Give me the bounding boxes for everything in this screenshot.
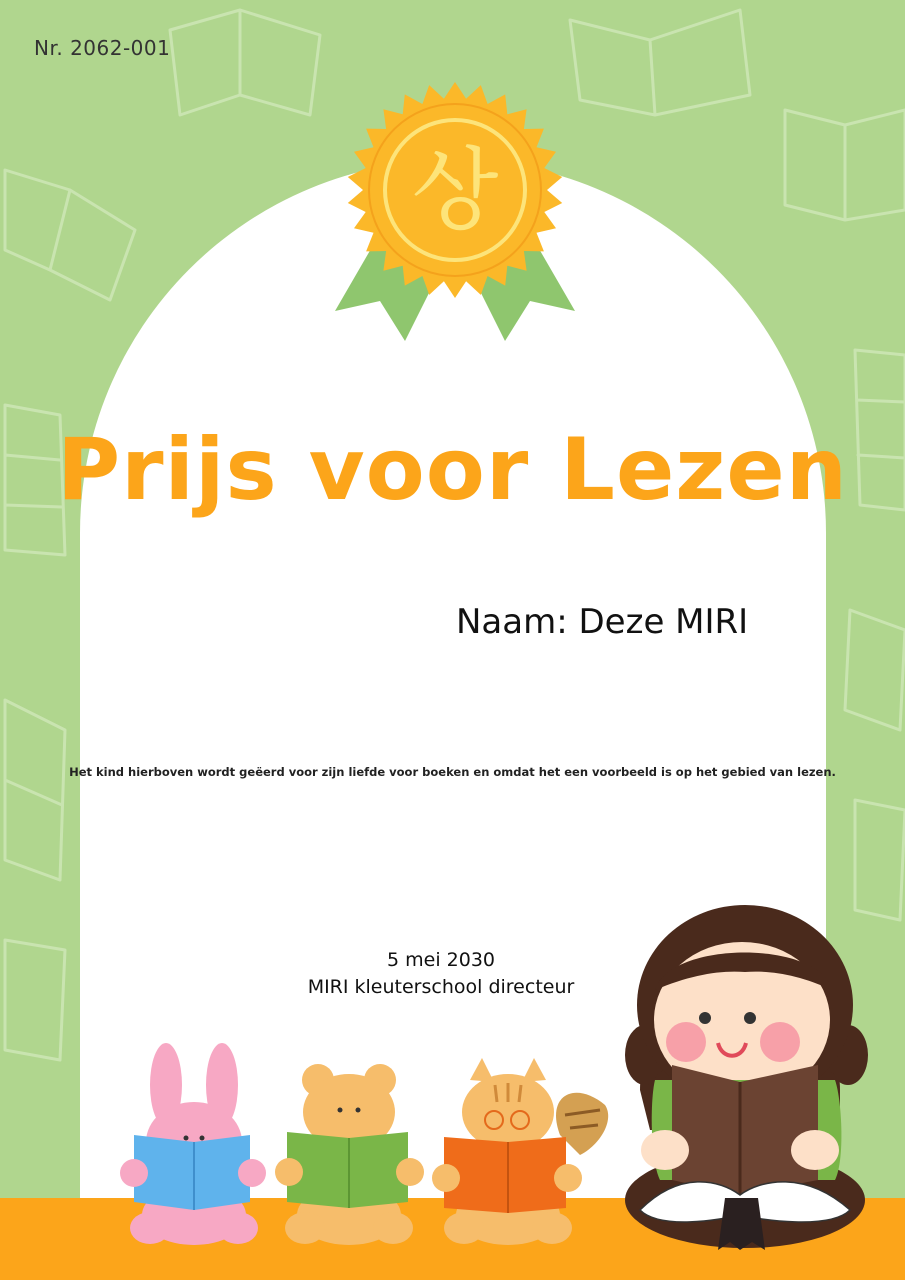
girl-reading-icon (625, 905, 868, 1250)
book-pattern-icon (560, 0, 760, 120)
book-pattern-icon (775, 90, 905, 230)
award-date: 5 mei 2030 (387, 949, 495, 971)
medal-glyph: 상 (411, 138, 499, 243)
award-medal-icon (330, 66, 580, 356)
squirrel-reading-icon (432, 1058, 608, 1245)
reading-characters-illustration (0, 880, 905, 1280)
name-line (456, 602, 748, 642)
book-pattern-icon (0, 150, 140, 310)
rabbit-reading-icon (120, 1043, 266, 1245)
certificate-number: Nr. 2062-001 (34, 36, 171, 60)
certificate-title: Prijs voor Lezen (57, 420, 848, 520)
award-description: Het kind hierboven wordt geëerd voor zijn liefde voor boeken en omdat het een voorbeeld is op het gebied van lezen. (69, 765, 836, 779)
book-pattern-icon (160, 0, 330, 130)
name-value: Deze MIRI (578, 602, 749, 642)
bear-reading-icon (275, 1064, 424, 1245)
book-pattern-icon (840, 600, 905, 740)
name-label: Naam: (456, 602, 568, 642)
signer-title: MIRI kleuterschool directeur (307, 976, 575, 998)
book-pattern-icon (0, 690, 70, 890)
